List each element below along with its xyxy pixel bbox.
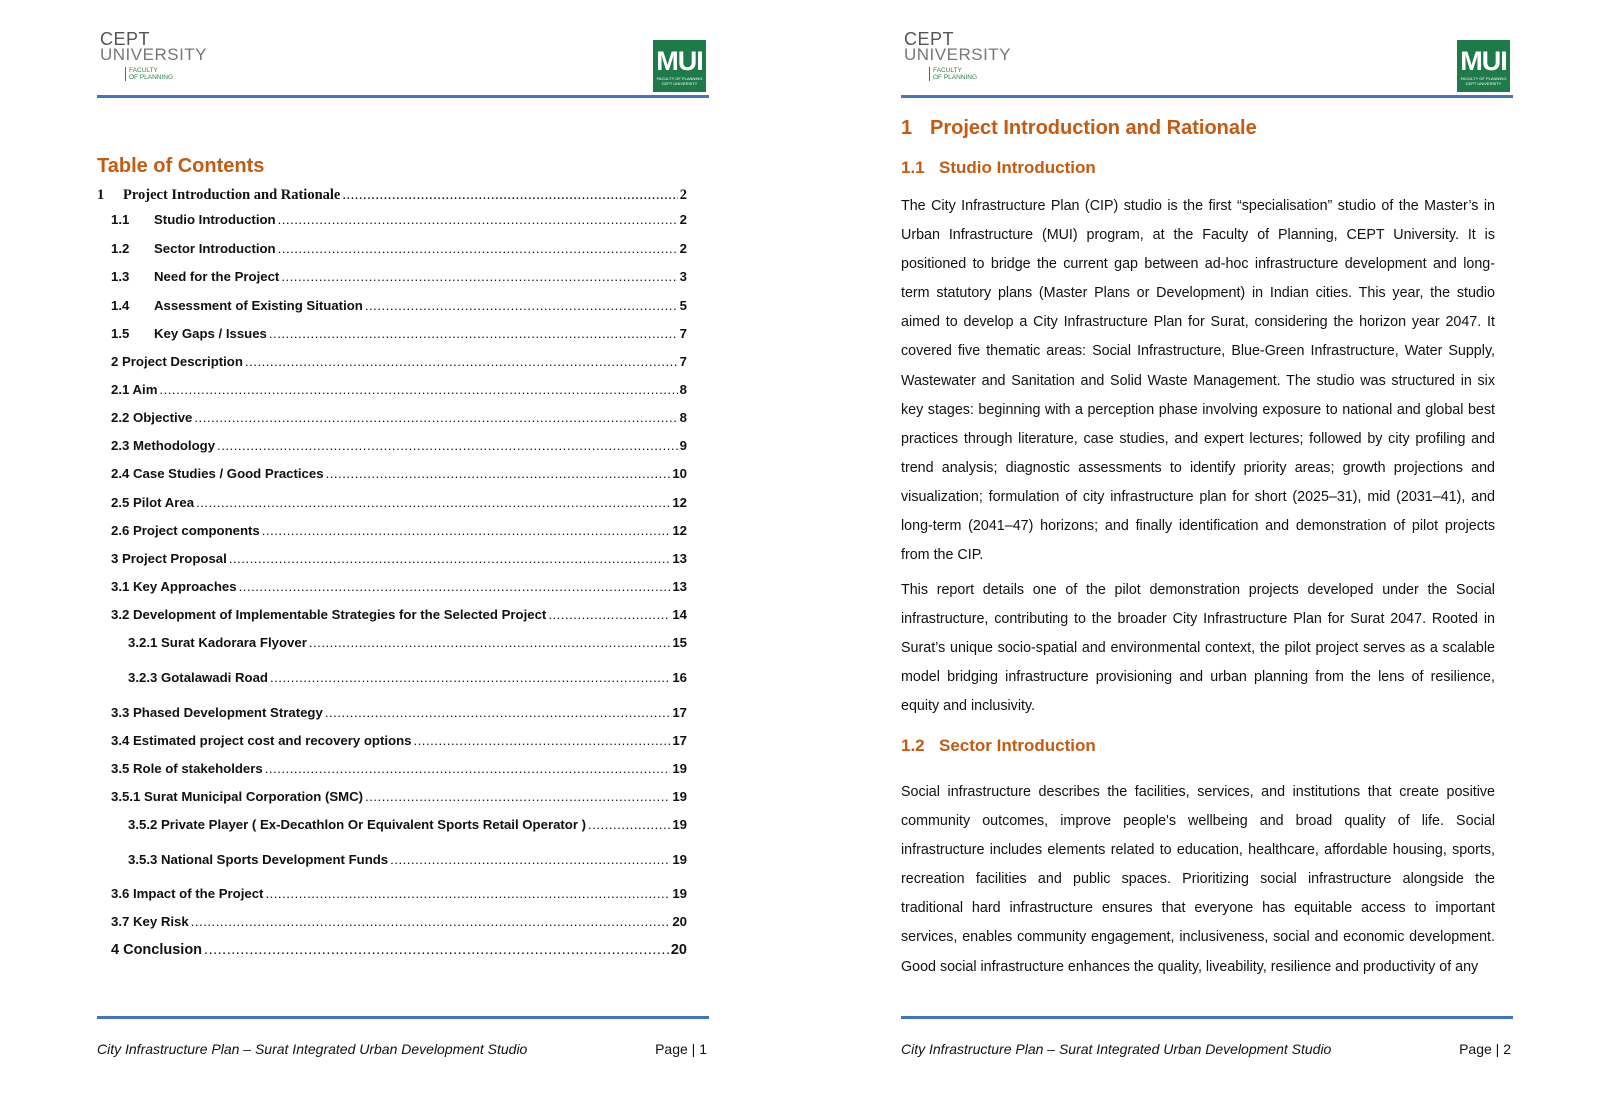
heading-number: 1.2 [901, 736, 925, 755]
toc-entry[interactable] [111, 760, 687, 778]
toc-entry-page: 19 [672, 789, 687, 804]
toc-dot-leader [239, 578, 671, 596]
toc-entry-label: 2.1 Aim [111, 382, 158, 397]
toc-entry-label: 2 Project Description [111, 354, 243, 369]
toc-dot-leader [365, 788, 670, 806]
toc-dot-leader [265, 760, 671, 778]
toc-entry[interactable] [128, 634, 687, 652]
cept-university-logo [100, 29, 208, 82]
toc-entry[interactable] [111, 211, 687, 229]
toc-entry-page: 2 [679, 212, 687, 227]
cept-logo-faculty: FACULTY OF PLANNING [929, 67, 977, 81]
toc-entry-label: 2.6 Project components [111, 523, 260, 538]
toc-entry[interactable] [111, 325, 687, 343]
toc-entry-page: 13 [672, 551, 687, 566]
toc-entry-page: 5 [679, 298, 687, 313]
toc-entry-label: Assessment of Existing Situation [154, 298, 363, 313]
cept-logo-line1: CEPT [100, 29, 151, 49]
heading-1 [901, 117, 1257, 140]
mui-logo-subtext: FACULTY OF PLANNING CEPT UNIVERSITY [1460, 76, 1507, 86]
toc-dot-leader [204, 941, 669, 959]
toc-dot-leader [281, 268, 677, 286]
toc-entry-page: 8 [679, 410, 687, 425]
toc-entry-page: 12 [672, 523, 687, 538]
heading-title: Sector Introduction [939, 736, 1096, 755]
toc-entry[interactable] [111, 788, 687, 806]
toc-dot-leader [326, 465, 671, 483]
toc-entry-number: 1.2 [111, 241, 130, 256]
toc-dot-leader [342, 186, 677, 204]
toc-entry-label: Key Gaps / Issues [154, 326, 267, 341]
toc-entry-label: Studio Introduction [154, 212, 276, 227]
toc-entry[interactable] [111, 732, 687, 750]
toc-entry-label: 3.5 Role of stakeholders [111, 761, 263, 776]
toc-entry[interactable] [97, 186, 687, 204]
cept-logo-line2: UNIVERSITY [904, 45, 1012, 64]
toc-entry-label: 3.5.1 Surat Municipal Corporation (SMC) [111, 789, 364, 804]
toc-entry-label: 3.6 Impact of the Project [111, 886, 264, 901]
toc-entry-page: 20 [672, 914, 687, 929]
document-page-1 [97, 0, 709, 1119]
toc-entry-page: 2 [679, 241, 687, 256]
toc-entry-page: 2 [679, 187, 687, 203]
cept-logo-line2: UNIVERSITY [100, 45, 208, 64]
footer-rule [901, 1016, 1513, 1019]
header-rule [97, 95, 709, 98]
toc-entry-label: 3.7 Key Risk [111, 914, 189, 929]
toc-dot-leader [229, 550, 671, 568]
toc-dot-leader [588, 816, 670, 834]
toc-dot-leader [159, 381, 677, 399]
footer-title: City Infrastructure Plan – Surat Integrated Urban Development Studio [901, 1041, 1332, 1057]
toc-dot-leader [245, 353, 678, 371]
toc-entry[interactable] [111, 522, 687, 540]
toc-entry[interactable] [111, 941, 687, 959]
toc-dot-leader [278, 211, 678, 229]
toc-entry-label: 3.4 Estimated project cost and recovery options [111, 733, 412, 748]
toc-entry-page: 15 [672, 635, 687, 650]
toc-entry-number: 1.4 [111, 298, 130, 313]
heading-title: Studio Introduction [939, 158, 1096, 177]
toc-entry-label: Sector Introduction [154, 241, 276, 256]
toc-dot-leader [325, 704, 671, 722]
toc-entry-page: 12 [672, 495, 687, 510]
toc-dot-leader [390, 851, 670, 869]
toc-entry[interactable] [111, 409, 687, 427]
toc-title: Table of Contents [97, 155, 265, 177]
toc-entry-label: 4 Conclusion [111, 942, 203, 958]
toc-entry-page: 19 [672, 886, 687, 901]
toc-entry-page: 8 [679, 382, 687, 397]
toc-entry[interactable] [111, 704, 687, 722]
toc-entry[interactable] [111, 240, 687, 258]
toc-dot-leader [217, 437, 678, 455]
toc-dot-leader [262, 522, 671, 540]
toc-entry[interactable] [111, 606, 687, 624]
toc-dot-leader [269, 325, 678, 343]
header-rule [901, 95, 1513, 98]
toc-entry-label: 3.3 Phased Development Strategy [111, 705, 323, 720]
toc-dot-leader [270, 669, 670, 687]
toc-entry[interactable] [128, 669, 687, 687]
toc-entry-label: 3.2.1 Surat Kadorara Flyover [128, 635, 307, 650]
paragraph-pilot-report: This report details one of the pilot demonstration projects developed under the Social infrastructure, contributing to the broader City Infrastructure Plan for Surat 2047. Rooted in Surat’s unique socio-spatial and environmental context, the pilot project serves as a scalable model bridging infrastructure provisioning and urban planning from the lens of resilience, equity and inclusivity. [901, 582, 1495, 715]
mui-logo-subtext: FACULTY OF PLANNING CEPT UNIVERSITY [656, 76, 703, 86]
toc-entry-page: 19 [672, 761, 687, 776]
toc-entry-page: 14 [672, 607, 687, 622]
toc-entry-number: 1.3 [111, 269, 130, 284]
toc-entry-label: 3.1 Key Approaches [111, 579, 237, 594]
page-number: Page | 2 [1459, 1041, 1511, 1057]
toc-entry-label: Need for the Project [154, 269, 280, 284]
toc-dot-leader [309, 634, 670, 652]
heading-number: 1.1 [901, 158, 925, 177]
toc-entry[interactable] [111, 465, 687, 483]
heading-1-number: 1 [901, 117, 913, 139]
mui-logo [1457, 40, 1510, 92]
toc-entry-label: 3.2.3 Gotalawadi Road [128, 670, 268, 685]
toc-entry-page: 13 [672, 579, 687, 594]
mui-logo [653, 40, 706, 92]
toc-dot-leader [191, 913, 671, 931]
page-number: Page | 1 [655, 1041, 707, 1057]
toc-entry[interactable] [111, 913, 687, 931]
toc-entry-label: 2.2 Objective [111, 410, 193, 425]
toc-entry[interactable] [111, 550, 687, 568]
toc-entry[interactable] [111, 381, 687, 399]
toc-dot-leader [278, 240, 678, 258]
toc-entry[interactable] [111, 297, 687, 315]
toc-entry[interactable] [111, 578, 687, 596]
toc-entry-page: 3 [679, 269, 687, 284]
toc-entry-page: 20 [670, 942, 687, 958]
heading-sector-introduction [901, 736, 1096, 756]
footer-title: City Infrastructure Plan – Surat Integrated Urban Development Studio [97, 1041, 528, 1057]
toc-dot-leader [196, 494, 670, 512]
toc-entry-label: 2.3 Methodology [111, 438, 216, 453]
toc-dot-leader [365, 297, 678, 315]
toc-entry-page: 16 [672, 670, 687, 685]
toc-entry[interactable] [111, 885, 687, 903]
toc-entry-page: 7 [679, 326, 687, 341]
heading-studio-introduction [901, 158, 1096, 178]
footer-rule [97, 1016, 709, 1019]
toc-entry[interactable] [111, 494, 687, 512]
toc-entry-number: 1.5 [111, 326, 130, 341]
toc-entry-number: 1.1 [111, 212, 130, 227]
paragraph-studio-introduction: The City Infrastructure Plan (CIP) studio is the first “specialisation” studio of the Master’s in Urban Infrastructure (MUI) program, at the Faculty of Planning, CEPT University. It is positioned to bridge the current gap between ad-hoc infrastructure development and long-term statutory plans (Master Plans or Development) in Indian cities. This year, the studio aimed to develop a City Infrastructure Plan for Surat, considering the horizon year 2047. It covered five thematic areas: Social Infrastructure, Blue-Green Infrastructure, Water Supply, Wastewater and Sanitation and Solid Waste Management. The studio was structured in six key stages: beginning with a perception phase involving exposure to national and global best practices through literature, case studies, and expert lectures; followed by city profiling and trend analysis; diagnostic assessments to identify priority areas; growth projections and visualization; formulation of city infrastructure plan for short (2025–31), mid (2031–41), and long-term (2041–47) horizons; and finally identification and demonstration of pilot projects from the CIP. [901, 198, 1495, 564]
toc-dot-leader [548, 606, 670, 624]
toc-entry-label: Project Introduction and Rationale [123, 187, 341, 203]
toc-entry[interactable] [111, 268, 687, 286]
toc-dot-leader [194, 409, 677, 427]
toc-entry-page: 9 [679, 438, 687, 453]
mui-logo-text: MUI [1460, 46, 1507, 76]
cept-university-logo [904, 29, 1012, 82]
toc-entry-label: 3.5.3 National Sports Development Funds [128, 852, 389, 867]
toc-entry-label: 3 Project Proposal [111, 551, 227, 566]
toc-entry-label: 2.5 Pilot Area [111, 495, 195, 510]
heading-1-title: Project Introduction and Rationale [930, 117, 1257, 139]
toc-entry-label: 2.4 Case Studies / Good Practices [111, 466, 324, 481]
toc-entry[interactable] [111, 353, 687, 371]
toc-entry-label: 3.2 Development of Implementable Strategies for the Selected Project [111, 607, 547, 622]
toc-dot-leader [265, 885, 670, 903]
toc-entry[interactable] [128, 816, 687, 834]
paragraph-sector-introduction: Social infrastructure describes the facilities, services, and institutions that create positive community outcomes, improve people's wellbeing and broad quality of life. Social infrastructure includes elements related to education, healthcare, affordable housing, sports, recreation facilities and public spaces. Prioritizing social infrastructure alongside the traditional hard infrastructure ensures that everyone has equitable access to important services, enables community engagement, inclusiveness, social and economic development. Good social infrastructure enhances the quality, liveability, resilience and productivity of any [901, 784, 1495, 975]
cept-logo-faculty: FACULTY OF PLANNING [125, 67, 173, 81]
toc-entry-number: 1 [97, 187, 105, 203]
toc-entry[interactable] [128, 851, 687, 869]
toc-entry[interactable] [111, 437, 687, 455]
toc-dot-leader [413, 732, 670, 750]
toc-entry-page: 17 [672, 705, 687, 720]
cept-logo-line1: CEPT [904, 29, 955, 49]
toc-entry-page: 19 [672, 817, 687, 832]
mui-logo-text: MUI [656, 46, 703, 76]
toc-entry-page: 7 [679, 354, 687, 369]
toc-entry-page: 19 [672, 852, 687, 867]
document-page-2 [901, 0, 1513, 1119]
toc-entry-label: 3.5.2 Private Player ( Ex-Decathlon Or Equivalent Sports Retail Operator ) [128, 817, 587, 832]
toc-entry-page: 10 [672, 466, 687, 481]
toc-entry-page: 17 [672, 733, 687, 748]
